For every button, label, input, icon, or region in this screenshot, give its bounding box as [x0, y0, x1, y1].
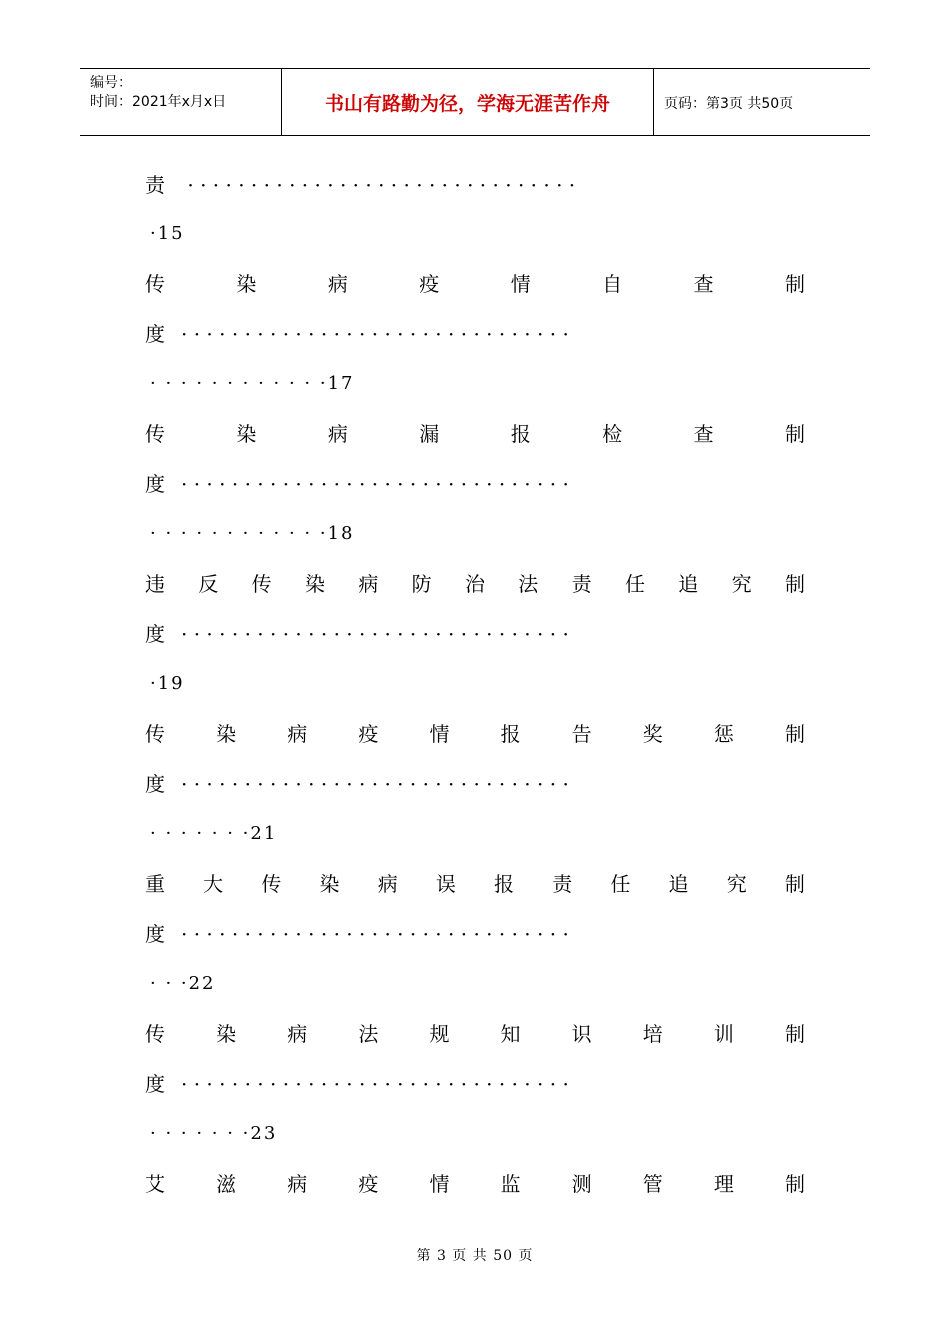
toc-title-char: 究	[731, 572, 752, 596]
toc-title-char: 知	[500, 1022, 521, 1046]
toc-title-char: 大	[203, 872, 224, 896]
toc-title-tail: 度	[145, 772, 165, 796]
toc-title-char: 传	[145, 422, 165, 446]
toc-entry-title	[145, 1169, 805, 1199]
toc-title-char: 治	[464, 572, 485, 596]
toc-title-char: 疫	[358, 1172, 379, 1196]
toc-title-char: 艾	[145, 1172, 165, 1196]
toc-title-char: 染	[304, 572, 325, 596]
toc-title-tail: 度	[145, 472, 165, 496]
toc-title-char: 理	[713, 1172, 734, 1196]
toc-entry-title	[145, 569, 805, 599]
toc-entry-leader-line	[145, 769, 805, 799]
toc-title-char: 病	[327, 422, 348, 446]
toc-title-char: 报	[510, 422, 531, 446]
toc-title-char: 责	[552, 872, 573, 896]
toc-entry-leader-line	[145, 1069, 805, 1099]
toc-title-char: 情	[429, 722, 450, 746]
toc-title-char: 究	[726, 872, 747, 896]
toc-entry-title	[145, 869, 805, 899]
toc-continued-char: 责	[145, 173, 165, 197]
toc-title-char: 滋	[216, 1172, 237, 1196]
toc-title-char: 反	[198, 572, 219, 596]
toc-title-char: 情	[510, 272, 531, 296]
toc-title-tail: 度	[145, 922, 165, 946]
toc-title-char: 染	[216, 722, 237, 746]
toc-leader-dots: · · · · · · · · · · · · · · · · · · · · · · · · · · · · · · ·	[181, 922, 569, 946]
toc-title-tail: 度	[145, 322, 165, 346]
toc-title-char: 告	[571, 722, 592, 746]
toc-entry-leader-line	[145, 919, 805, 949]
toc-title-char: 病	[377, 872, 398, 896]
toc-title-char: 制	[784, 572, 805, 596]
toc-title-char: 法	[518, 572, 539, 596]
toc-title-char: 违	[145, 572, 165, 596]
toc-title-tail: 度	[145, 1072, 165, 1096]
toc-title-char: 法	[358, 1022, 379, 1046]
toc-title-char: 病	[327, 272, 348, 296]
toc-title-char: 查	[693, 272, 714, 296]
toc-title-char: 制	[784, 272, 805, 296]
toc-title-char: 病	[358, 572, 379, 596]
toc-title-char: 制	[784, 722, 805, 746]
toc-title-char: 自	[602, 272, 623, 296]
header-motto: 书山有路勤为径，学海无涯苦作舟	[324, 93, 610, 115]
toc-entry-title	[145, 269, 805, 299]
toc-title-char: 情	[429, 1172, 450, 1196]
toc-title-char: 传	[145, 272, 165, 296]
toc-title-char: 报	[494, 872, 515, 896]
toc-title-char: 制	[784, 1022, 805, 1046]
toc-leader-dots: · · · · · · · · · · · · · · · · · · · · · · · · · · · · · · ·	[181, 622, 569, 646]
toc-title-char: 染	[319, 872, 340, 896]
toc-page-number: · · · · · · · · · · · ·17	[150, 373, 355, 394]
doc-number-label: 编号：	[90, 75, 132, 91]
toc-title-char: 染	[236, 422, 257, 446]
toc-entry-leader-line	[145, 319, 805, 349]
toc-title-char: 规	[429, 1022, 450, 1046]
toc-leader-dots: · · · · · · · · · · · · · · · · · · · · · · · · · · · · · · ·	[181, 472, 569, 496]
toc-title-char: 疫	[358, 722, 379, 746]
toc-page-number: · · · · · · ·21	[150, 823, 278, 844]
toc-leader-dots: · · · · · · · · · · · · · · · · · · · · · · · · · · · · · · ·	[181, 1072, 569, 1096]
toc-entry-leader-line	[145, 619, 805, 649]
toc-title-char: 制	[784, 872, 805, 896]
toc-page-number: · · · · · · ·23	[150, 1123, 278, 1144]
toc-title-char: 追	[668, 872, 689, 896]
toc-leader-dots: · · · · · · · · · · · · · · · · · · · · · · · · · · · · · · ·	[181, 772, 569, 796]
toc-title-char: 训	[713, 1022, 734, 1046]
toc-title-char: 识	[571, 1022, 592, 1046]
toc-title-char: 奖	[642, 722, 663, 746]
toc-title-char: 监	[500, 1172, 521, 1196]
toc-title-char: 制	[784, 1172, 805, 1196]
toc-title-char: 任	[610, 872, 631, 896]
toc-title-char: 传	[145, 722, 165, 746]
toc-title-char: 传	[145, 1022, 165, 1046]
toc-title-char: 防	[411, 572, 432, 596]
toc-title-char: 培	[642, 1022, 663, 1046]
toc-title-char: 责	[571, 572, 592, 596]
toc-entry-leader-line	[145, 469, 805, 499]
toc-title-char: 病	[287, 1172, 308, 1196]
toc-title-char: 病	[287, 1022, 308, 1046]
toc-entry-title	[145, 719, 805, 749]
toc-title-char: 追	[678, 572, 699, 596]
toc-title-char: 制	[784, 422, 805, 446]
doc-time-label: 时间：2021年x月x日	[90, 94, 227, 110]
toc-title-char: 任	[624, 572, 645, 596]
toc-title-char: 漏	[419, 422, 440, 446]
toc-title-char: 染	[236, 272, 257, 296]
toc-entry-title	[145, 1019, 805, 1049]
toc-title-char: 重	[145, 872, 165, 896]
toc-entry-title	[145, 419, 805, 449]
toc-title-tail: 度	[145, 622, 165, 646]
header-page-info: 页码：第3页 共50页	[664, 96, 794, 112]
toc-title-char: 测	[571, 1172, 592, 1196]
toc-page-number: ·19	[150, 673, 185, 694]
toc-leader-dots: · · · · · · · · · · · · · · · · · · · · · · · · · · · · · · ·	[187, 173, 576, 197]
toc-title-char: 管	[642, 1172, 663, 1196]
page-footer: 第 3 页 共 50 页	[416, 1248, 534, 1264]
toc-title-char: 报	[500, 722, 521, 746]
toc-title-char: 染	[216, 1022, 237, 1046]
toc-title-char: 误	[435, 872, 456, 896]
toc-title-char: 查	[693, 422, 714, 446]
toc-leader-dots: · · · · · · · · · · · · · · · · · · · · · · · · · · · · · · ·	[181, 322, 569, 346]
toc-title-char: 病	[287, 722, 308, 746]
toc-page-number: ·15	[150, 223, 185, 244]
toc-page-number: · · · · · · · · · · · ·18	[150, 523, 355, 544]
toc-title-char: 检	[602, 422, 623, 446]
toc-title-char: 传	[261, 872, 282, 896]
toc-title-char: 传	[251, 572, 272, 596]
toc-page-number: · · ·22	[150, 973, 216, 994]
toc-continued-line	[145, 170, 805, 200]
toc-title-char: 疫	[419, 272, 440, 296]
toc-title-char: 惩	[713, 722, 734, 746]
